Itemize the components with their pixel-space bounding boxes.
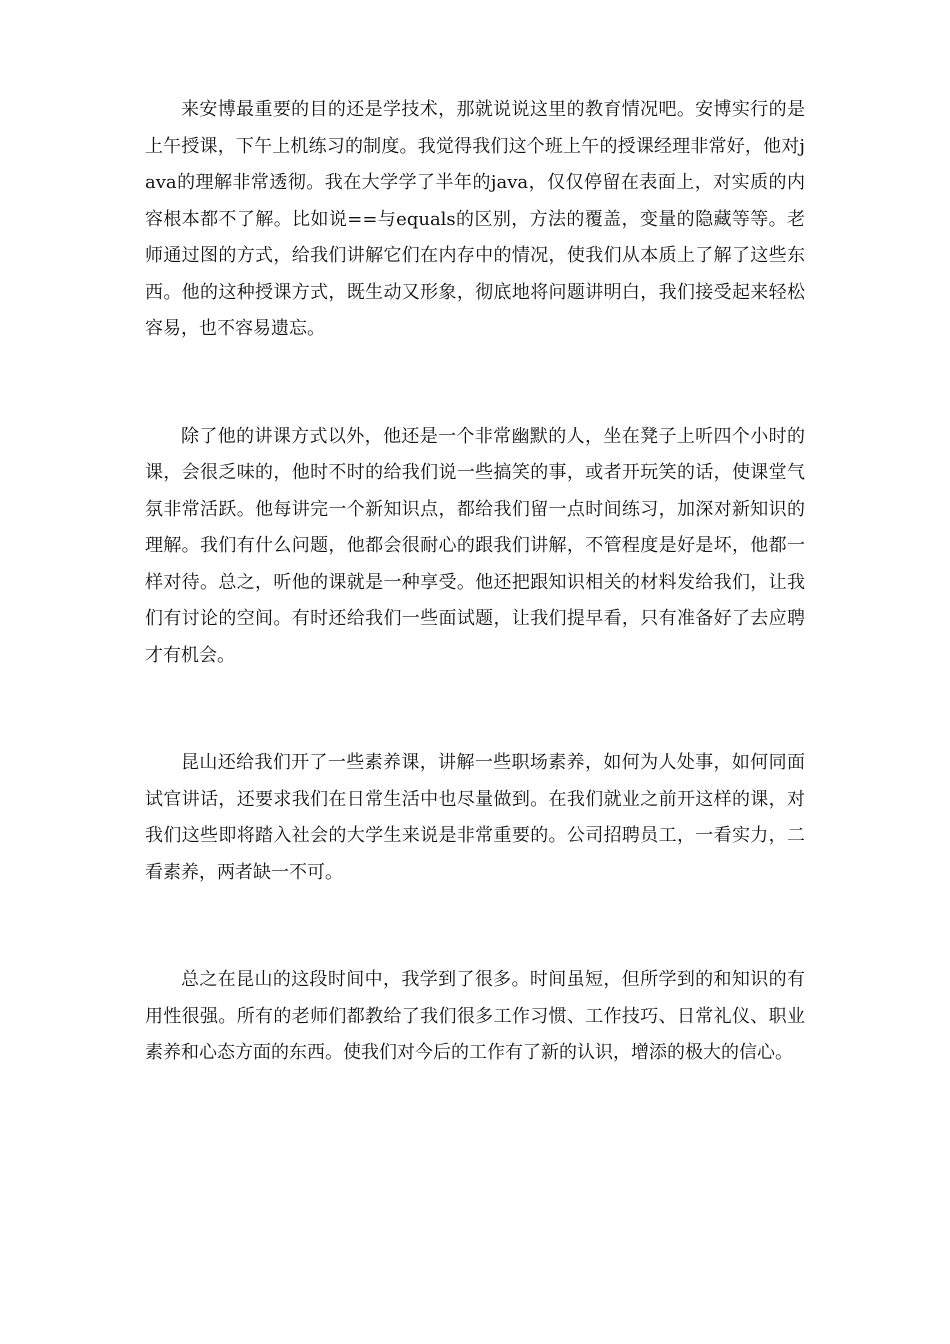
paragraph-3: 昆山还给我们开了一些素养课，讲解一些职场素养，如何为人处事，如何同面试官讲话，还要求我们在日常生活中也尽量做到。在我们就业之前开这样的课，对我们这些即将踏入社会的大学生来说是非常重要的。公司招聘员工，一看实力，二看素养，两者缺一不可。: [145, 752, 805, 883]
paragraph-4: 总之在昆山的这段时间中，我学到了很多。时间虽短，但所学到的和知识的有用性很强。所有的老师们都教给了我们很多工作习惯、工作技巧、日常礼仪、职业素养和心态方面的东西。使我们对今后的工作有了新的认识，增添的极大的信心。: [145, 969, 805, 1063]
paragraph-1: 来安博最重要的目的还是学技术，那就说说这里的教育情况吧。安博实行的是上午授课，下午上机练习的制度。我觉得我们这个班上午的授课经理非常好，他对java的理解非常透彻。我在大学学了半年的java，仅仅停留在表面上，对实质的内容根本都不了解。比如说==与equals的区别，方法的覆盖，变量的隐藏等等。老师通过图的方式，给我们讲解它们在内存中的情况，使我们从本质上了解了这些东西。他的这种授课方式，既生动又形象，彻底地将问题讲明白，我们接受起来轻松容易，也不容易遗忘。: [145, 99, 805, 339]
paragraph-2: 除了他的讲课方式以外，他还是一个非常幽默的人，坐在凳子上听四个小时的课，会很乏味的，他时不时的给我们说一些搞笑的事，或者开玩笑的话，使课堂气氛非常活跃。他每讲完一个新知识点，都给我们留一点时间练习，加深对新知识的理解。我们有什么问题，他都会很耐心的跟我们讲解，不管程度是好是坏，他都一样对待。总之，听他的课就是一种享受。他还把跟知识相关的材料发给我们，让我们有讨论的空间。有时还给我们一些面试题，让我们提早看，只有准备好了去应聘才有机会。: [145, 425, 805, 666]
document-body: [145, 92, 805, 1072]
